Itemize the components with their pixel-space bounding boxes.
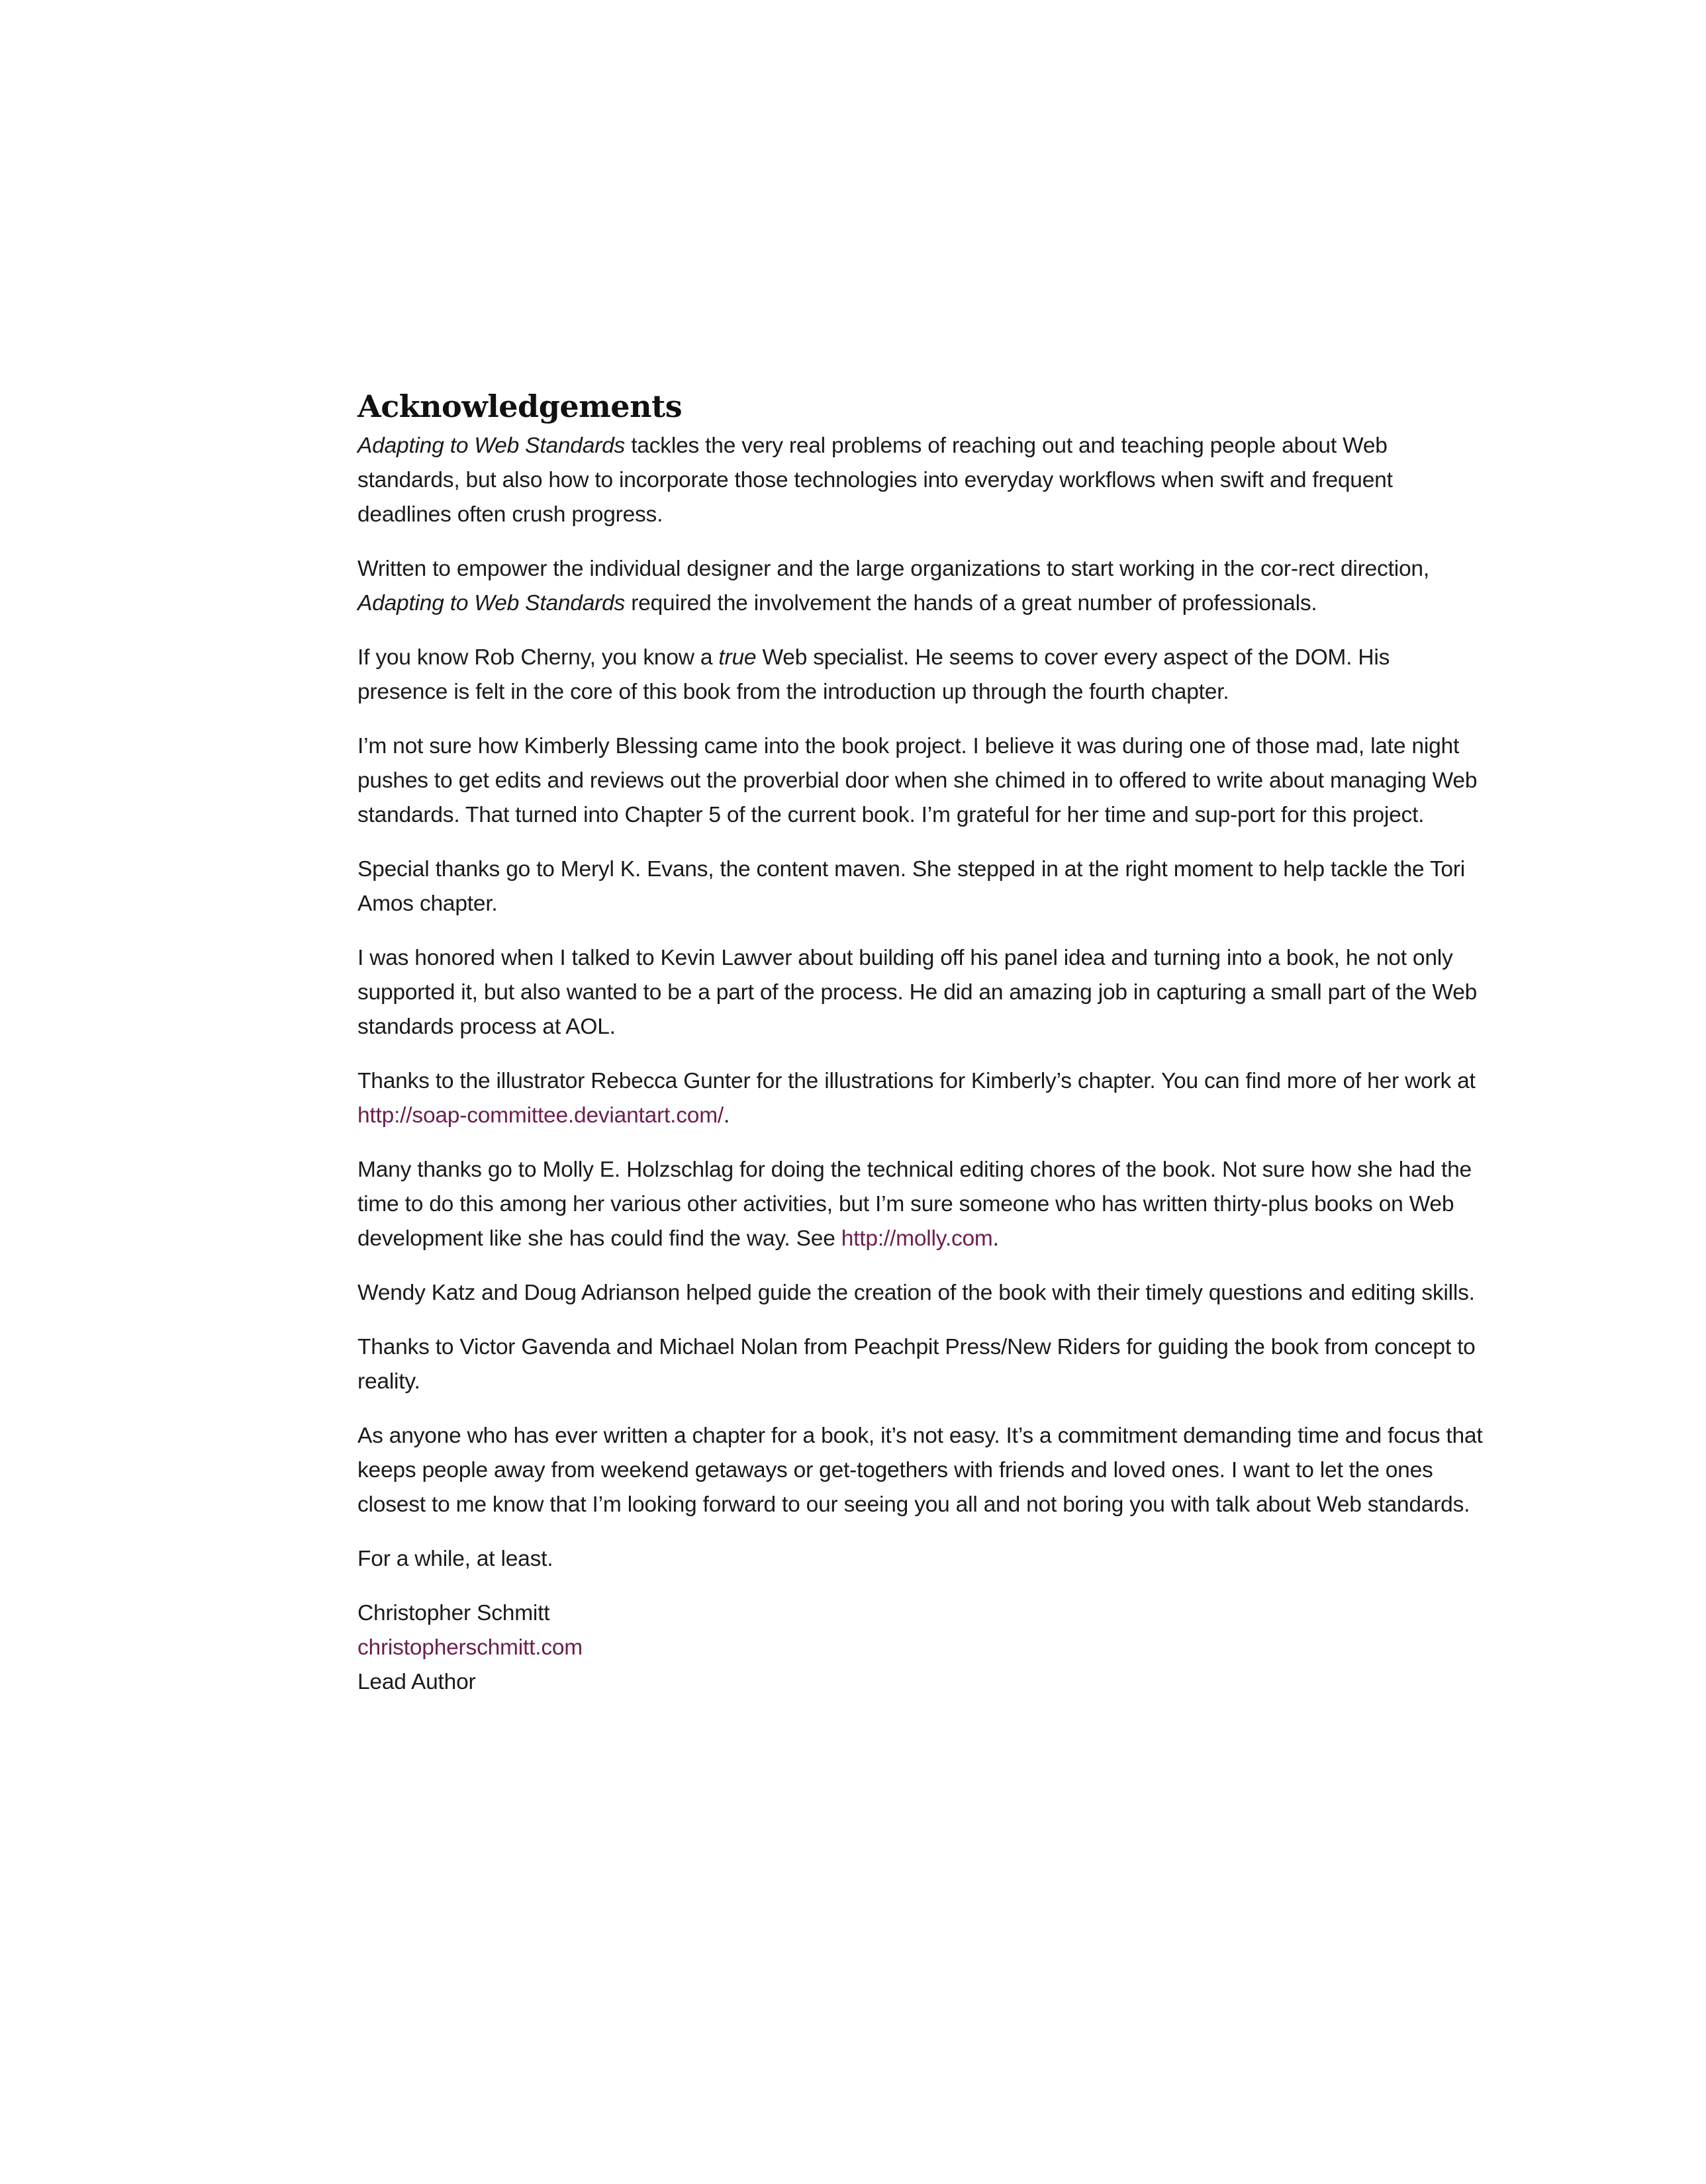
signature-block (357, 1596, 1483, 1700)
author-role: Lead Author (357, 1670, 476, 1694)
paragraph-text: If you know Rob Cherny, you know a (357, 645, 719, 670)
author-website-link[interactable]: christopherschmitt.com (357, 1635, 583, 1660)
paragraph-text: . (992, 1226, 999, 1251)
paragraph-meryl-evans: Special thanks go to Meryl K. Evans, the content maven. She stepped in at the right moment to help tackle the Tori Amos chapter. (357, 857, 1466, 916)
acknowledgements-page (357, 385, 1483, 1700)
paragraph-text: . (724, 1103, 730, 1128)
molly-link[interactable]: http://molly.com (841, 1226, 993, 1251)
paragraph-closing: For a while, at least. (357, 1547, 553, 1571)
paragraph-molly-holzschlag (357, 1153, 1483, 1256)
paragraph-rob-cherny (357, 641, 1483, 709)
paragraph-kevin-lawver: I was honored when I talked to Kevin Lawver about building off his panel idea and turning into a book, he not only supported it, but also wanted to be a part of the process. He did an amazing job in capturing a small part of the Web standards process at AOL. (357, 946, 1478, 1039)
emphasis-true: true (718, 645, 757, 670)
author-name: Christopher Schmitt (357, 1601, 550, 1625)
paragraph-commitment: As anyone who has ever written a chapter for a book, it’s not easy. It’s a commitment demanding time and focus that keeps people away from weekend getaways or get-togethers with friends and loved ones. I want to let the ones closest to me know that I’m looking forward to our seeing you all and not boring you with talk about Web standards. (357, 1424, 1483, 1517)
deviantart-link[interactable]: http://soap-committee.deviantart.com/ (357, 1103, 724, 1128)
book-title-italic: Adapting to Web Standards (357, 433, 626, 458)
paragraph-wendy-katz: Wendy Katz and Doug Adrianson helped guide the creation of the book with their timely questions and editing skills. (357, 1281, 1475, 1305)
paragraph-text: tackles the very real problems of reaching out and teaching people about Web standards, but also how to incorporate those technologies into everyday workflows when swift and frequent deadlines often crush progress. (357, 433, 1393, 527)
paragraph-intro (357, 429, 1483, 532)
paragraph-text: required the involvement the hands of a great number of professionals. (625, 591, 1317, 615)
paragraph-text: Thanks to the illustrator Rebecca Gunter for the illustrations for Kimberly’s chapter. You can find more of her work at (357, 1069, 1476, 1093)
paragraph-text: Many thanks go to Molly E. Holzschlag for doing the technical editing chores of the book. Not sure how she had the time to do this among her various other activities, but I’m sure someone who has written thirty-plus books on Web development like she has could find the way. See (357, 1158, 1472, 1251)
paragraph-rebecca-gunter (357, 1064, 1483, 1133)
page-title: Acknowledgements (357, 388, 683, 424)
paragraph-kimberly-blessing: I’m not sure how Kimberly Blessing came into the book project. I believe it was during one of those mad, late night pushes to get edits and reviews out the proverbial door when she chimed in to offered to write about managing Web standards. That turned into Chapter 5 of the current book. I’m grateful for her time and sup-port for this project. (357, 734, 1478, 827)
paragraph-empower (357, 552, 1483, 621)
paragraph-text: Web specialist. He seems to cover every aspect of the DOM. His presence is felt in the core of this book from the introduction up through the fourth chapter. (357, 645, 1390, 704)
book-title-italic: Adapting to Web Standards (357, 591, 626, 615)
paragraph-text: Written to empower the individual designer and the large organizations to start working in the cor-rect direction, (357, 557, 1429, 581)
paragraph-peachpit: Thanks to Victor Gavenda and Michael Nolan from Peachpit Press/New Riders for guiding the book from concept to reality. (357, 1335, 1476, 1394)
